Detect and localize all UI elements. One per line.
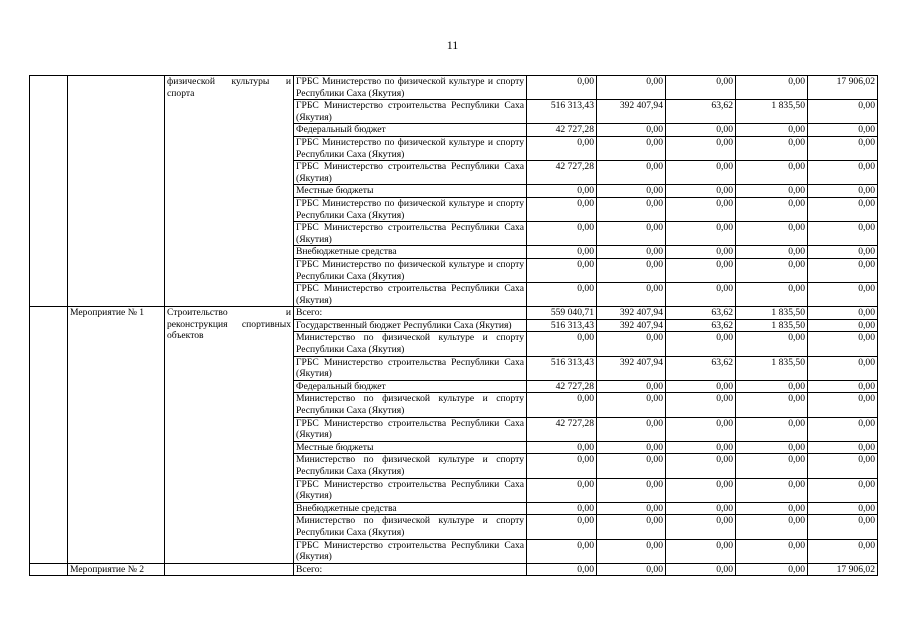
funding-source-cell: Внебюджетные средства [294, 246, 527, 259]
page-number: 11 [446, 38, 459, 52]
amount-cell: 0,00 [736, 283, 808, 307]
amount-cell: 0,00 [527, 136, 597, 160]
amount-cell: 0,00 [527, 441, 597, 454]
amount-cell: 0,00 [808, 539, 878, 563]
amount-cell: 0,00 [597, 563, 666, 576]
amount-cell: 0,00 [808, 502, 878, 515]
activity-cell [68, 76, 165, 307]
funding-source-cell: Министерство по физической культуре и спорту Республики Саха (Якутия) [294, 393, 527, 417]
amount-cell: 0,00 [808, 136, 878, 160]
amount-cell: 392 407,94 [597, 319, 666, 332]
table-row [30, 563, 878, 576]
amount-cell: 1 835,50 [736, 319, 808, 332]
amount-cell: 0,00 [666, 246, 736, 259]
amount-cell: 0,00 [808, 319, 878, 332]
amount-cell: 0,00 [736, 454, 808, 478]
funding-source-cell: Министерство по физической культуре и спорту Республики Саха (Якутия) [294, 454, 527, 478]
funding-source-cell: ГРБС Министерство по физической культуре и спорту Республики Саха (Якутия) [294, 136, 527, 160]
amount-cell: 0,00 [666, 515, 736, 539]
amount-cell: 0,00 [527, 332, 597, 356]
amount-cell: 0,00 [666, 161, 736, 185]
amount-cell: 0,00 [597, 332, 666, 356]
amount-cell: 0,00 [527, 393, 597, 417]
amount-cell: 42 727,28 [527, 161, 597, 185]
funding-source-cell: ГРБС Министерство строительства Республики Саха (Якутия) [294, 100, 527, 124]
amount-cell: 0,00 [736, 161, 808, 185]
funding-source-cell: Государственный бюджет Республики Саха (Якутия) [294, 319, 527, 332]
funding-source-cell: ГРБС Министерство строительства Республики Саха (Якутия) [294, 417, 527, 441]
section-index-cell [30, 563, 68, 576]
amount-cell: 0,00 [597, 246, 666, 259]
funding-source-cell: ГРБС Министерство по физической культуре и спорту Республики Саха (Якутия) [294, 197, 527, 221]
amount-cell: 0,00 [736, 246, 808, 259]
amount-cell: 0,00 [808, 332, 878, 356]
amount-cell: 392 407,94 [597, 356, 666, 380]
amount-cell: 0,00 [597, 124, 666, 137]
amount-cell: 0,00 [808, 258, 878, 282]
amount-cell: 0,00 [666, 380, 736, 393]
funding-source-cell: Местные бюджеты [294, 441, 527, 454]
amount-cell: 392 407,94 [597, 100, 666, 124]
funding-source-cell: ГРБС Министерство строительства Республики Саха (Якутия) [294, 222, 527, 246]
amount-cell: 0,00 [666, 393, 736, 417]
amount-cell: 0,00 [597, 478, 666, 502]
amount-cell: 0,00 [736, 258, 808, 282]
amount-cell: 0,00 [666, 185, 736, 198]
funding-source-cell: ГРБС Министерство строительства Республики Саха (Якутия) [294, 356, 527, 380]
amount-cell: 0,00 [808, 185, 878, 198]
funding-source-cell: Местные бюджеты [294, 185, 527, 198]
amount-cell: 0,00 [597, 283, 666, 307]
amount-cell: 0,00 [597, 222, 666, 246]
funding-source-cell: ГРБС Министерство строительства Республики Саха (Якутия) [294, 161, 527, 185]
amount-cell: 0,00 [808, 222, 878, 246]
funding-source-cell: Министерство по физической культуре и спорту Республики Саха (Якутия) [294, 332, 527, 356]
amount-cell: 0,00 [666, 222, 736, 246]
amount-cell: 17 906,02 [808, 76, 878, 100]
amount-cell: 0,00 [666, 332, 736, 356]
funding-source-cell: Федеральный бюджет [294, 124, 527, 137]
amount-cell: 0,00 [597, 454, 666, 478]
amount-cell: 0,00 [736, 417, 808, 441]
amount-cell: 0,00 [808, 454, 878, 478]
amount-cell: 0,00 [597, 197, 666, 221]
funding-source-cell: ГРБС Министерство строительства Республики Саха (Якутия) [294, 283, 527, 307]
amount-cell: 0,00 [666, 417, 736, 441]
activity-name-cell [165, 563, 294, 576]
funding-source-cell: Внебюджетные средства [294, 502, 527, 515]
amount-cell: 0,00 [666, 539, 736, 563]
amount-cell: 0,00 [808, 100, 878, 124]
amount-cell: 0,00 [736, 124, 808, 137]
amount-cell: 0,00 [597, 161, 666, 185]
amount-cell: 63,62 [666, 307, 736, 320]
amount-cell: 392 407,94 [597, 307, 666, 320]
amount-cell: 0,00 [597, 441, 666, 454]
amount-cell: 0,00 [808, 393, 878, 417]
section-index-cell [30, 76, 68, 307]
amount-cell: 0,00 [666, 197, 736, 221]
amount-cell: 0,00 [597, 393, 666, 417]
amount-cell: 0,00 [808, 417, 878, 441]
table-row [30, 76, 878, 100]
funding-source-cell: Всего: [294, 563, 527, 576]
amount-cell: 0,00 [666, 502, 736, 515]
amount-cell: 0,00 [736, 197, 808, 221]
amount-cell: 0,00 [597, 515, 666, 539]
amount-cell: 0,00 [736, 441, 808, 454]
funding-source-cell: Всего: [294, 307, 527, 320]
amount-cell: 0,00 [597, 502, 666, 515]
amount-cell: 0,00 [666, 441, 736, 454]
amount-cell: 1 835,50 [736, 356, 808, 380]
amount-cell: 516 313,43 [527, 100, 597, 124]
amount-cell: 0,00 [736, 136, 808, 160]
amount-cell: 0,00 [808, 197, 878, 221]
amount-cell: 0,00 [597, 417, 666, 441]
amount-cell: 0,00 [527, 197, 597, 221]
amount-cell: 0,00 [527, 222, 597, 246]
amount-cell: 63,62 [666, 319, 736, 332]
amount-cell: 0,00 [808, 124, 878, 137]
amount-cell: 0,00 [527, 76, 597, 100]
amount-cell: 0,00 [736, 563, 808, 576]
amount-cell: 0,00 [527, 539, 597, 563]
amount-cell: 0,00 [597, 185, 666, 198]
amount-cell: 0,00 [597, 136, 666, 160]
amount-cell: 42 727,28 [527, 417, 597, 441]
amount-cell: 0,00 [736, 332, 808, 356]
amount-cell: 0,00 [736, 502, 808, 515]
amount-cell: 0,00 [597, 539, 666, 563]
amount-cell: 0,00 [666, 478, 736, 502]
amount-cell: 0,00 [736, 380, 808, 393]
amount-cell: 0,00 [527, 454, 597, 478]
funding-source-cell: ГРБС Министерство по физической культуре и спорту Республики Саха (Якутия) [294, 258, 527, 282]
funding-source-cell: ГРБС Министерство по физической культуре и спорту Республики Саха (Якутия) [294, 76, 527, 100]
amount-cell: 0,00 [736, 76, 808, 100]
amount-cell: 0,00 [736, 185, 808, 198]
amount-cell: 0,00 [527, 258, 597, 282]
amount-cell: 63,62 [666, 100, 736, 124]
amount-cell: 42 727,28 [527, 124, 597, 137]
amount-cell: 0,00 [736, 393, 808, 417]
amount-cell: 516 313,43 [527, 356, 597, 380]
funding-source-cell: ГРБС Министерство строительства Республики Саха (Якутия) [294, 539, 527, 563]
funding-source-cell: Министерство по физической культуре и спорту Республики Саха (Якутия) [294, 515, 527, 539]
amount-cell: 0,00 [736, 515, 808, 539]
amount-cell: 559 040,71 [527, 307, 597, 320]
amount-cell: 0,00 [666, 563, 736, 576]
amount-cell: 0,00 [666, 258, 736, 282]
amount-cell: 0,00 [666, 454, 736, 478]
amount-cell: 1 835,50 [736, 307, 808, 320]
activity-name-cell: физической культуры и спорта [165, 76, 294, 307]
amount-cell: 0,00 [527, 185, 597, 198]
table-row [30, 307, 878, 320]
amount-cell: 0,00 [808, 380, 878, 393]
amount-cell: 0,00 [666, 124, 736, 137]
amount-cell: 0,00 [808, 356, 878, 380]
amount-cell: 17 906,02 [808, 563, 878, 576]
amount-cell: 0,00 [808, 307, 878, 320]
budget-table-body [30, 76, 878, 576]
amount-cell: 0,00 [597, 380, 666, 393]
amount-cell: 0,00 [666, 136, 736, 160]
amount-cell: 0,00 [666, 283, 736, 307]
amount-cell: 0,00 [808, 283, 878, 307]
amount-cell: 0,00 [527, 283, 597, 307]
amount-cell: 0,00 [736, 539, 808, 563]
amount-cell: 0,00 [808, 441, 878, 454]
funding-source-cell: ГРБС Министерство строительства Республики Саха (Якутия) [294, 478, 527, 502]
amount-cell: 0,00 [808, 246, 878, 259]
amount-cell: 0,00 [808, 161, 878, 185]
amount-cell: 0,00 [666, 76, 736, 100]
activity-cell: Мероприятие № 2 [68, 563, 165, 576]
activity-cell: Мероприятие № 1 [68, 307, 165, 563]
amount-cell: 0,00 [597, 76, 666, 100]
amount-cell: 0,00 [527, 478, 597, 502]
budget-table [29, 75, 878, 576]
amount-cell: 1 835,50 [736, 100, 808, 124]
amount-cell: 42 727,28 [527, 380, 597, 393]
amount-cell: 0,00 [527, 515, 597, 539]
amount-cell: 516 313,43 [527, 319, 597, 332]
amount-cell: 0,00 [527, 502, 597, 515]
amount-cell: 63,62 [666, 356, 736, 380]
amount-cell: 0,00 [808, 515, 878, 539]
amount-cell: 0,00 [597, 258, 666, 282]
amount-cell: 0,00 [736, 478, 808, 502]
section-index-cell [30, 307, 68, 563]
amount-cell: 0,00 [527, 246, 597, 259]
amount-cell: 0,00 [736, 222, 808, 246]
amount-cell: 0,00 [808, 478, 878, 502]
activity-name-cell: Строительство и реконструкция спортивных объектов [165, 307, 294, 563]
amount-cell: 0,00 [527, 563, 597, 576]
funding-source-cell: Федеральный бюджет [294, 380, 527, 393]
